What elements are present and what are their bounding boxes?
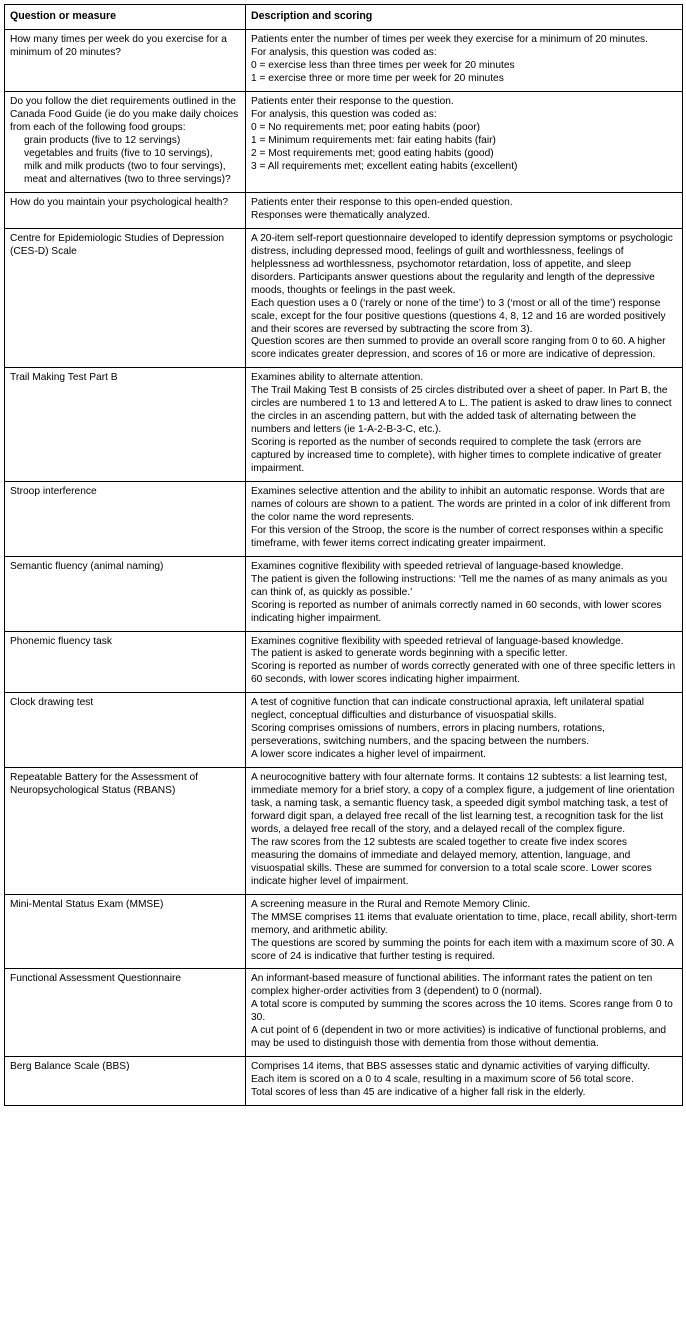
measure-line (10, 174, 240, 187)
description-line: 3 = All requirements met; excellent eating habits (excellent) (251, 161, 518, 173)
measure-line: Mini-Mental Status Exam (MMSE) (10, 898, 164, 910)
measure-line: Functional Assessment Questionnaire (10, 973, 182, 985)
description-text (251, 96, 677, 174)
description-line: Each item is scored on a 0 to 4 scale, resulting in a maximum score of 56 total score. (251, 1074, 634, 1086)
measure-line-indented: grain products (five to 12 servings) (24, 135, 181, 147)
measure-line (10, 161, 240, 174)
description-line: 0 = exercise less than three times per week for 20 minutes (251, 60, 515, 72)
table-row (5, 556, 683, 631)
description-text (251, 1061, 677, 1100)
description-cell (246, 228, 683, 368)
measure-text (10, 96, 240, 187)
description-line: Scoring is reported as the number of seconds required to complete the task (errors are captured by increased time to complete), with higher times to complete indicative of greater impairment. (251, 437, 662, 475)
description-text (251, 197, 677, 223)
description-line: Patients enter their response to the question. (251, 96, 454, 108)
measure-line: Centre for Epidemiologic Studies of Depression (CES-D) Scale (10, 232, 225, 257)
description-line: A screening measure in the Rural and Remote Memory Clinic. (251, 898, 531, 910)
table-row (5, 92, 683, 193)
measure-text (10, 561, 240, 574)
description-line: Scoring is reported as number of animals correctly named in 60 seconds, with lower scores indicating higher impairment. (251, 599, 662, 624)
table-body (5, 30, 683, 1106)
description-line: Question scores are then summed to provide an overall score ranging from 0 to 60. A higher score indicates greater depression, and scores of 16 or more are indicative of depression. (251, 336, 666, 361)
description-line: Examines cognitive flexibility with speeded retrieval of language-based knowledge. (251, 635, 624, 647)
column-header-description: Description and scoring (246, 5, 683, 30)
description-cell (246, 556, 683, 631)
description-text (251, 973, 677, 1051)
measure-line: Do you follow the diet requirements outlined in the Canada Food Guide (ie do you make daily choices from each of the following food groups: (10, 96, 239, 134)
measure-line: Repeatable Battery for the Assessment of Neuropsychological Status (RBANS) (10, 772, 199, 797)
description-text (251, 233, 677, 363)
description-cell (246, 693, 683, 768)
measure-cell (5, 693, 246, 768)
description-line: For this version of the Stroop, the score is the number of correct responses within a specific timeframe, with fewer items correct indicating greater impairment. (251, 524, 664, 549)
measure-text (10, 233, 240, 259)
table-row (5, 192, 683, 228)
description-line: Patients enter the number of times per week they exercise for a minimum of 20 minutes. (251, 34, 648, 46)
description-line: Comprises 14 items, that BBS assesses static and dynamic activities of varying difficulty. (251, 1061, 650, 1073)
description-line: 2 = Most requirements met; good eating habits (good) (251, 148, 494, 160)
description-text (251, 34, 677, 86)
description-cell (246, 768, 683, 895)
description-line: For analysis, this question was coded as: (251, 109, 437, 121)
measure-cell (5, 556, 246, 631)
measure-text (10, 372, 240, 385)
description-line: 1 = exercise three or more time per week for 20 minutes (251, 73, 504, 85)
measure-text (10, 899, 240, 912)
description-line: Total scores of less than 45 are indicative of a higher fall risk in the elderly. (251, 1087, 586, 1099)
measure-text (10, 636, 240, 649)
description-line: Scoring is reported as number of words correctly generated with one of three specific letters in 60 seconds, with lower scores indicating higher impairment. (251, 661, 676, 686)
measure-line (10, 148, 240, 161)
description-cell (246, 30, 683, 92)
measure-cell (5, 631, 246, 693)
description-line: A test of cognitive function that can indicate constructional apraxia, left unilateral spatial neglect, conceptual difficulties and disturbance of visuospatial skills. (251, 697, 645, 722)
measure-cell (5, 228, 246, 368)
measure-text (10, 1061, 240, 1074)
table-row (5, 894, 683, 969)
description-text (251, 486, 677, 551)
description-cell (246, 969, 683, 1057)
measure-cell (5, 894, 246, 969)
measure-text (10, 34, 240, 60)
measure-line: How many times per week do you exercise for a minimum of 20 minutes? (10, 34, 227, 59)
measure-text (10, 197, 240, 210)
measure-line (10, 135, 240, 148)
description-line: A cut point of 6 (dependent in two or more activities) is indicative of functional problems, and may be used to distinguish those with dementia from those without dementia. (251, 1025, 667, 1050)
table-head (5, 5, 683, 30)
table-row (5, 228, 683, 368)
description-line: Examines ability to alternate attention. (251, 372, 424, 384)
description-line: Patients enter their response to this open-ended question. (251, 196, 513, 208)
description-line: An informant-based measure of functional abilities. The informant rates the patient on ten complex higher-order activities from 3 (dependent) to 0 (normal). (251, 973, 653, 998)
description-cell (246, 631, 683, 693)
measures-table (4, 4, 683, 1106)
measure-cell (5, 969, 246, 1057)
table-row (5, 1057, 683, 1106)
description-cell (246, 1057, 683, 1106)
description-line: Each question uses a 0 (‘rarely or none of the time’) to 3 (‘most or all of the time’) response scale, except for the four positive questions (questions 4, 8, 12 and 16 are worded positively and their scores are reversed by subtracting the score from 3). (251, 297, 666, 335)
description-line: For analysis, this question was coded as: (251, 47, 437, 59)
description-text (251, 772, 677, 889)
description-text (251, 899, 677, 964)
description-text (251, 372, 677, 476)
description-text (251, 561, 677, 626)
measure-cell (5, 92, 246, 193)
table-row (5, 693, 683, 768)
table-row (5, 768, 683, 895)
description-cell (246, 192, 683, 228)
measure-text (10, 772, 240, 798)
description-line: Examines cognitive flexibility with speeded retrieval of language-based knowledge. (251, 560, 624, 572)
description-cell (246, 92, 683, 193)
description-line: A total score is computed by summing the scores across the 10 items. Scores range from 0 to 30. (251, 999, 673, 1024)
table-row (5, 368, 683, 482)
measure-text (10, 697, 240, 710)
description-cell (246, 368, 683, 482)
table-row (5, 969, 683, 1057)
table-header-row (5, 5, 683, 30)
description-line: The patient is asked to generate words beginning with a specific letter. (251, 648, 568, 660)
measure-cell (5, 368, 246, 482)
measure-cell (5, 768, 246, 895)
measure-line: How do you maintain your psychological health? (10, 196, 229, 208)
table-row (5, 482, 683, 557)
measure-cell (5, 30, 246, 92)
description-line: Responses were thematically analyzed. (251, 209, 430, 221)
description-line: The raw scores from the 12 subtests are scaled together to create five index scores measuring the domains of immediate and delayed memory, attention, language, and visuospatial skills. These are summed for conversion to a total scale score. Lower scores indicate higher level of impairment. (251, 836, 652, 887)
description-line: Examines selective attention and the ability to inhibit an automatic response. Words that are names of colours are shown to a patient. The words are printed in a color of ink different from the color name the word represents. (251, 486, 671, 523)
description-line: A neurocognitive battery with four alternate forms. It contains 12 subtests: a list learning test, immediate memory for a brief story, a copy of a complex figure, a judgement of line orientation task, a naming task, a semantic fluency task, a speeded digit symbol matching task, a test of forward digit span, a delayed free recall of the list learning test, a recognition task for the list words, a delayed free recall of the story, and a delayed recall of the complex figure. (251, 772, 675, 835)
measure-line-indented: vegetables and fruits (five to 10 servings), (24, 148, 213, 160)
description-line: The questions are scored by summing the points for each item with a maximum score of 30. A score of 24 is indicative that further testing is required. (251, 937, 674, 962)
column-header-question: Question or measure (5, 5, 246, 30)
measure-cell (5, 1057, 246, 1106)
description-cell (246, 482, 683, 557)
description-line: The MMSE comprises 11 items that evaluate orientation to time, place, recall ability, short-term memory, and arithmetic ability. (251, 911, 677, 936)
description-cell (246, 894, 683, 969)
table-row (5, 631, 683, 693)
description-line: 0 = No requirements met; poor eating habits (poor) (251, 122, 481, 134)
description-line: 1 = Minimum requirements met: fair eating habits (fair) (251, 135, 496, 147)
measure-cell (5, 482, 246, 557)
description-line: The patient is given the following instructions: ‘Tell me the names of as many animals as you can think of, as quickly as possible.’ (251, 573, 668, 598)
description-line: Scoring comprises omissions of numbers, errors in placing numbers, rotations, perseverations, switching numbers, and the spacing between the numbers. (251, 723, 605, 748)
measure-line-indented: milk and milk products (two to four servings), (24, 161, 226, 173)
measure-text (10, 486, 240, 499)
measure-line: Clock drawing test (10, 697, 94, 709)
description-line: A 20-item self-report questionnaire developed to identify depression symptoms or psychologic distress, including depressed mood, feelings of guilt and worthlessness, feelings of helplessness ad worthlessness, psychomotor retardation, loss of appetite, and sleep disorders. Participants answer questions about the regularity and length of the depressive moods, thoughts or feelings in the past week. (251, 232, 673, 296)
table-row (5, 30, 683, 92)
measure-line: Phonemic fluency task (10, 635, 112, 647)
measure-line-indented: meat and alternatives (two to three servings)? (24, 173, 231, 185)
measure-line: Semantic fluency (animal naming) (10, 560, 164, 572)
measure-line: Trail Making Test Part B (10, 372, 118, 384)
description-text (251, 636, 677, 688)
measure-line: Berg Balance Scale (BBS) (10, 1061, 130, 1073)
measure-cell (5, 192, 246, 228)
measure-text (10, 973, 240, 986)
description-line: A lower score indicates a higher level of impairment. (251, 749, 486, 761)
measure-line: Stroop interference (10, 486, 97, 497)
description-text (251, 697, 677, 762)
description-line: The Trail Making Test B consists of 25 circles distributed over a sheet of paper. In Part B, the circles are numbered 1 to 13 and lettered A to L. The patient is asked to draw lines to connect the circles in an ascending pattern, but with the added task of alternating between the numbers and letters (ie 1-A-2-B-3-C, etc.). (251, 385, 672, 436)
